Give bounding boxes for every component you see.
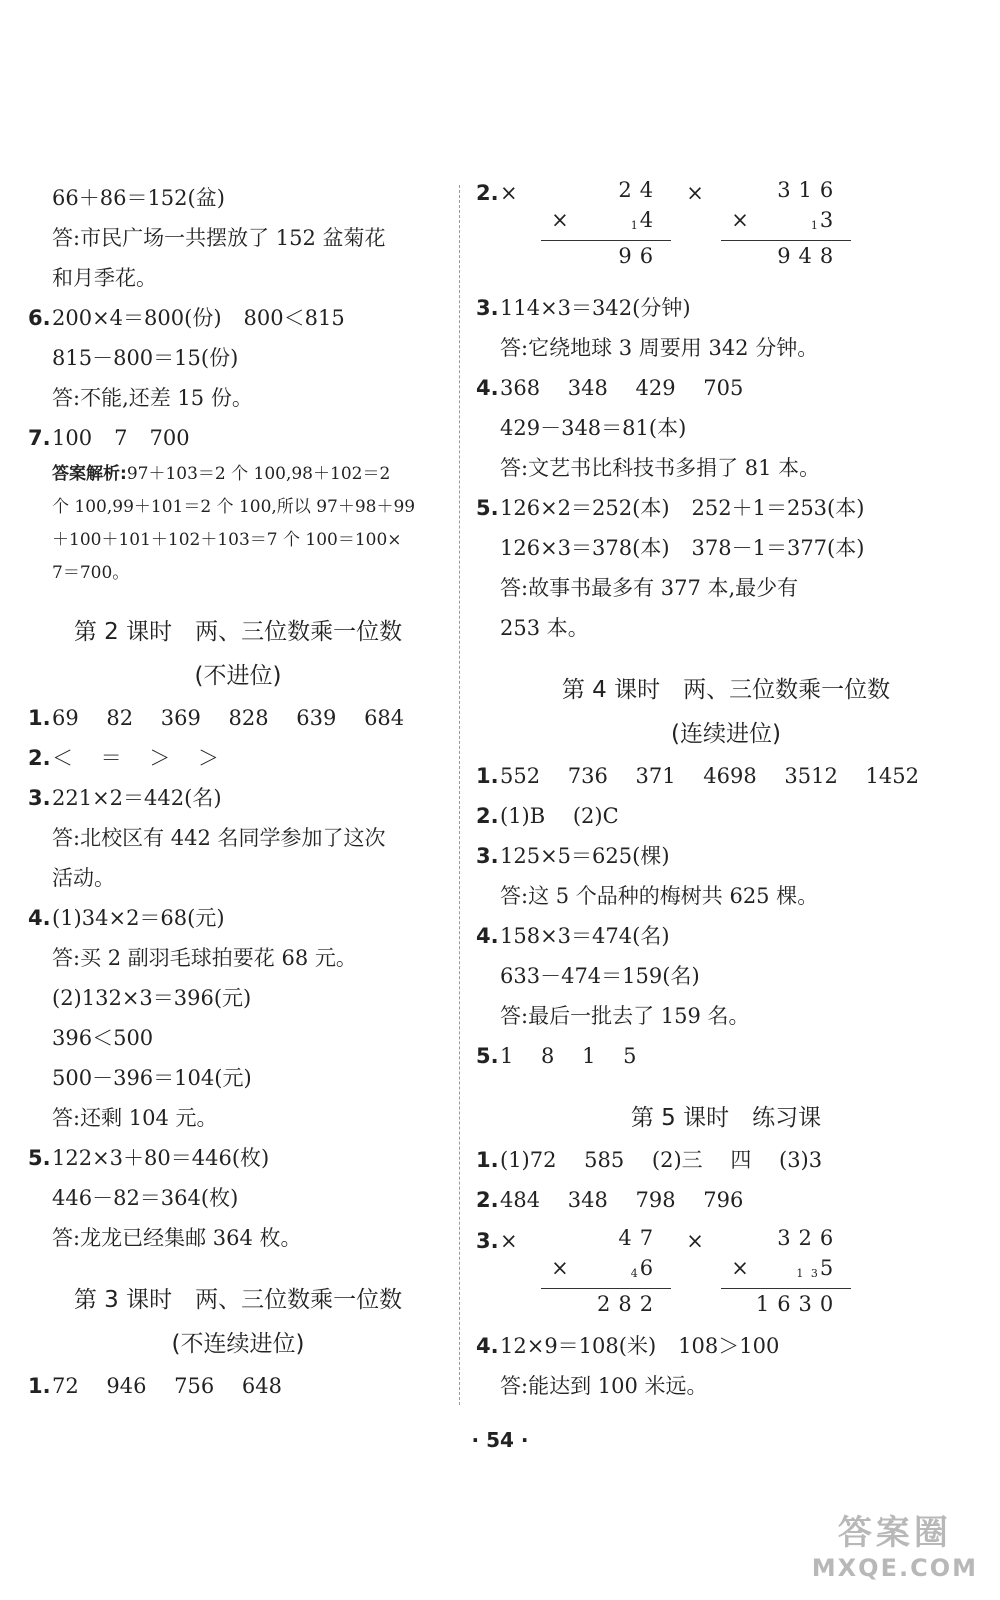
question-2: 2.＜ ＝ ＞ ＞ xyxy=(28,746,220,770)
section-title: 第 2 课时 两、三位数乘一位数 xyxy=(73,619,403,645)
question-3: 3.221×2＝442(名) xyxy=(28,786,222,810)
answer-line: 答:还剩 104 元。 xyxy=(52,1106,218,1130)
analysis-line: ＋100＋101＋102＋103＝7 个 100＝100× xyxy=(52,530,402,550)
section-subtitle: (不连续进位) xyxy=(171,1331,305,1357)
question-1: 1.(1)72 585 (2)三 四 (3)3 xyxy=(476,1148,823,1172)
question-5: 5.1 8 1 5 xyxy=(476,1044,637,1068)
left-column xyxy=(28,178,448,1406)
question-5: 5.126×2＝252(本) 252＋1＝253(本) xyxy=(476,496,865,520)
answer-line: 66＋86＝152(盆) xyxy=(52,186,225,210)
analysis-line: 7＝700。 xyxy=(52,563,130,583)
column-divider xyxy=(459,185,460,1405)
analysis-line: 答案解析:97＋103＝2 个 100,98＋102＝2 xyxy=(52,464,391,484)
section-subtitle: (连续进位) xyxy=(671,721,781,747)
question-4: 4.368 348 429 705 xyxy=(476,376,744,400)
question-1: 1.69 82 369 828 639 684 xyxy=(28,706,405,730)
vertical-multiplication: 47 × $_4$6 282 xyxy=(541,1226,671,1314)
answer-line: 答:最后一批去了 159 名。 xyxy=(500,1004,750,1028)
page-number: · 54 · xyxy=(471,1428,529,1452)
question-4: 4.(1)34×2＝68(元) xyxy=(28,906,225,930)
answer-line: 396＜500 xyxy=(52,1026,154,1050)
answer-line: 答:它绕地球 3 周要用 342 分钟。 xyxy=(500,336,819,360)
question-5: 5.122×3＋80＝446(枚) xyxy=(28,1146,270,1170)
answer-line: 答:故事书最多有 377 本,最少有 xyxy=(500,576,799,600)
vertical-multiplication: 326 × $_{1 3}$5 1630 xyxy=(721,1226,851,1314)
answer-line: 答:买 2 副羽毛球拍要花 68 元。 xyxy=(52,946,357,970)
section-subtitle: (不进位) xyxy=(194,663,282,689)
question-3: 3.125×5＝625(棵) xyxy=(476,844,670,868)
answer-line: 429－348＝81(本) xyxy=(500,416,687,440)
section-title: 第 4 课时 两、三位数乘一位数 xyxy=(561,677,891,703)
mark-wrong: × xyxy=(686,181,704,205)
section-title: 第 3 课时 两、三位数乘一位数 xyxy=(73,1287,403,1313)
answer-line: 答:文艺书比科技书多捐了 81 本。 xyxy=(500,456,821,480)
question-2: 2.484 348 798 796 xyxy=(476,1188,744,1212)
analysis-line: 个 100,99＋101＝2 个 100,所以 97＋98＋99 xyxy=(52,497,416,517)
question-1: 1.72 946 756 648 xyxy=(28,1374,282,1398)
question-1: 1.552 736 371 4698 3512 1452 xyxy=(476,764,919,788)
question-3-vertical: 3.× 47 × $_4$6 282 × 326 × $_{1 3}$5 1630 xyxy=(476,1226,976,1326)
question-4: 4.158×3＝474(名) xyxy=(476,924,670,948)
answer-line: 答:北校区有 442 名同学参加了这次 xyxy=(52,826,386,850)
answer-line: 815－800＝15(份) xyxy=(52,346,239,370)
answer-line: 答:不能,还差 15 份。 xyxy=(52,386,253,410)
right-column xyxy=(476,178,976,1406)
mark-wrong: × xyxy=(686,1229,704,1253)
answer-line: 446－82＝364(枚) xyxy=(52,1186,239,1210)
answer-line: 答:市民广场一共摆放了 152 盆菊花 xyxy=(52,226,386,250)
answer-line: 500－396＝104(元) xyxy=(52,1066,252,1090)
vertical-multiplication: 316 × $_1$3 948 xyxy=(721,178,851,266)
question-6: 6.200×4＝800(份) 800＜815 xyxy=(28,306,345,330)
mark-wrong: × xyxy=(500,1229,518,1253)
question-7: 7.100 7 700 xyxy=(28,426,190,450)
answer-line: 答:能达到 100 米远。 xyxy=(500,1374,708,1398)
answer-line: 126×3＝378(本) 378－1＝377(本) xyxy=(500,536,865,560)
watermark-logo: 答案圈 MXQE.COM xyxy=(811,1513,978,1582)
question-4: 4.12×9＝108(米) 108＞100 xyxy=(476,1334,780,1358)
answer-line: (2)132×3＝396(元) xyxy=(52,986,252,1010)
answer-line: 和月季花。 xyxy=(52,266,157,290)
answer-line: 答:这 5 个品种的梅树共 625 棵。 xyxy=(500,884,819,908)
answer-line: 活动。 xyxy=(52,866,115,890)
question-2: 2.(1)B (2)C xyxy=(476,804,619,828)
question-2-vertical: 2.× 24 × $_1$4 96 × 316 × $_1$3 948 xyxy=(476,178,976,278)
answer-line: 答:龙龙已经集邮 364 枚。 xyxy=(52,1226,302,1250)
vertical-multiplication: 24 × $_1$4 96 xyxy=(541,178,671,266)
answer-line: 253 本。 xyxy=(500,616,589,640)
mark-wrong: × xyxy=(500,181,518,205)
answer-line: 633－474＝159(名) xyxy=(500,964,700,988)
section-title: 第 5 课时 练习课 xyxy=(630,1105,822,1131)
question-3: 3.114×3＝342(分钟) xyxy=(476,296,691,320)
